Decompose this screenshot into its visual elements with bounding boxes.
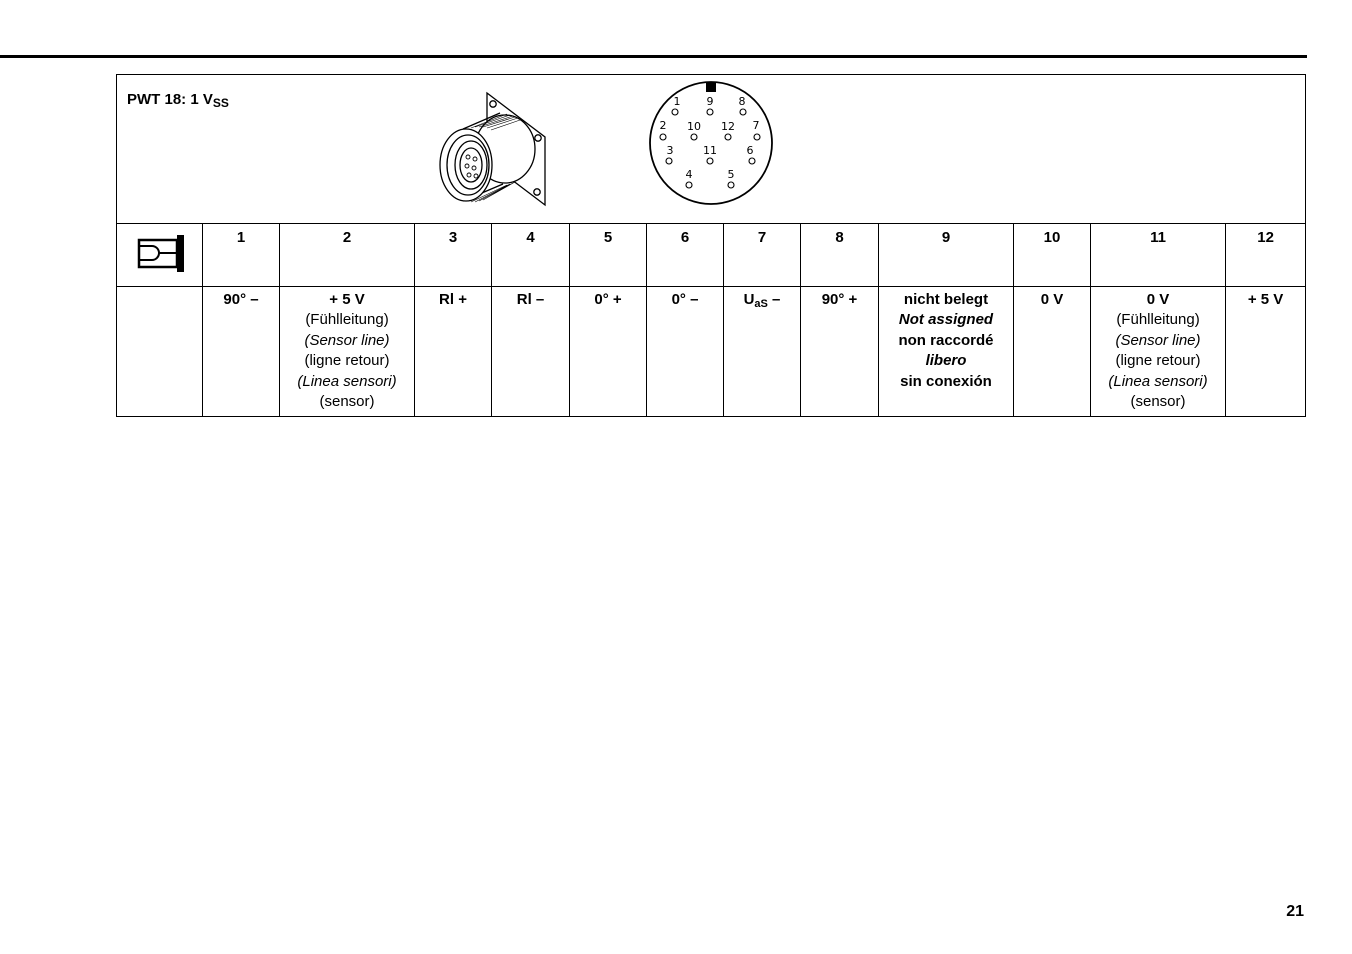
pin-number: 9 (879, 224, 1014, 287)
pin-number: 8 (801, 224, 879, 287)
svg-text:12: 12 (721, 120, 735, 133)
svg-text:5: 5 (727, 168, 735, 181)
signal-pin-6: 0° – (647, 287, 724, 417)
pin-assignment-table (116, 74, 1306, 417)
pin-number: 2 (280, 224, 415, 287)
pin-number: 6 (647, 224, 724, 287)
signal-pin-9: nicht belegt Not assigned non raccordé libero sin conexión (879, 287, 1014, 417)
signal-pin-10: 0 V (1014, 287, 1091, 417)
signal-empty-cell (117, 287, 203, 417)
svg-text:10: 10 (687, 120, 701, 133)
page-number: 21 (1286, 903, 1304, 920)
signal-pin-12: + 5 V (1226, 287, 1306, 417)
connector-header (117, 75, 1306, 224)
svg-text:8: 8 (738, 95, 746, 108)
connector-drawing-icon (435, 87, 555, 211)
signal-pin-7: $U_{aS}$ – (724, 287, 801, 417)
svg-text:2: 2 (659, 119, 667, 132)
svg-text:1: 1 (673, 95, 681, 108)
signal-pin-1: 90° – (203, 287, 280, 417)
pin-number: 5 (570, 224, 647, 287)
pin-number: 12 (1226, 224, 1306, 287)
top-rule (0, 55, 1307, 58)
pin-number: 3 (415, 224, 492, 287)
pin-layout-diagram (647, 77, 777, 213)
svg-text:7: 7 (752, 119, 760, 132)
svg-text:3: 3 (666, 144, 674, 157)
signal-pin-2: + 5 V (Fühlleitung) (Sensor line) (ligne retour) (Linea sensori) (sensor) (280, 287, 415, 417)
signal-pin-11: 0 V (Fühlleitung) (Sensor line) (ligne retour) (Linea sensori) (sensor) (1091, 287, 1226, 417)
signal-pin-4: Rl – (492, 287, 570, 417)
connector-symbol-cell (117, 224, 203, 287)
signal-row (117, 287, 1306, 417)
connector-title: PWT 18: 1 $V_{SS}$ (127, 91, 229, 110)
pin-number: 1 (203, 224, 280, 287)
svg-text:4: 4 (685, 168, 693, 181)
pin-number: 7 (724, 224, 801, 287)
signal-pin-8: 90° + (801, 287, 879, 417)
svg-text:6: 6 (746, 144, 754, 157)
pin-number-row (117, 224, 1306, 287)
pin-number: 4 (492, 224, 570, 287)
svg-text:11: 11 (703, 144, 717, 157)
signal-pin-3: Rl + (415, 287, 492, 417)
socket-symbol-icon (135, 233, 185, 273)
pin-number: 11 (1091, 224, 1226, 287)
pin-number: 10 (1014, 224, 1091, 287)
signal-pin-5: 0° + (570, 287, 647, 417)
svg-text:9: 9 (706, 95, 714, 108)
